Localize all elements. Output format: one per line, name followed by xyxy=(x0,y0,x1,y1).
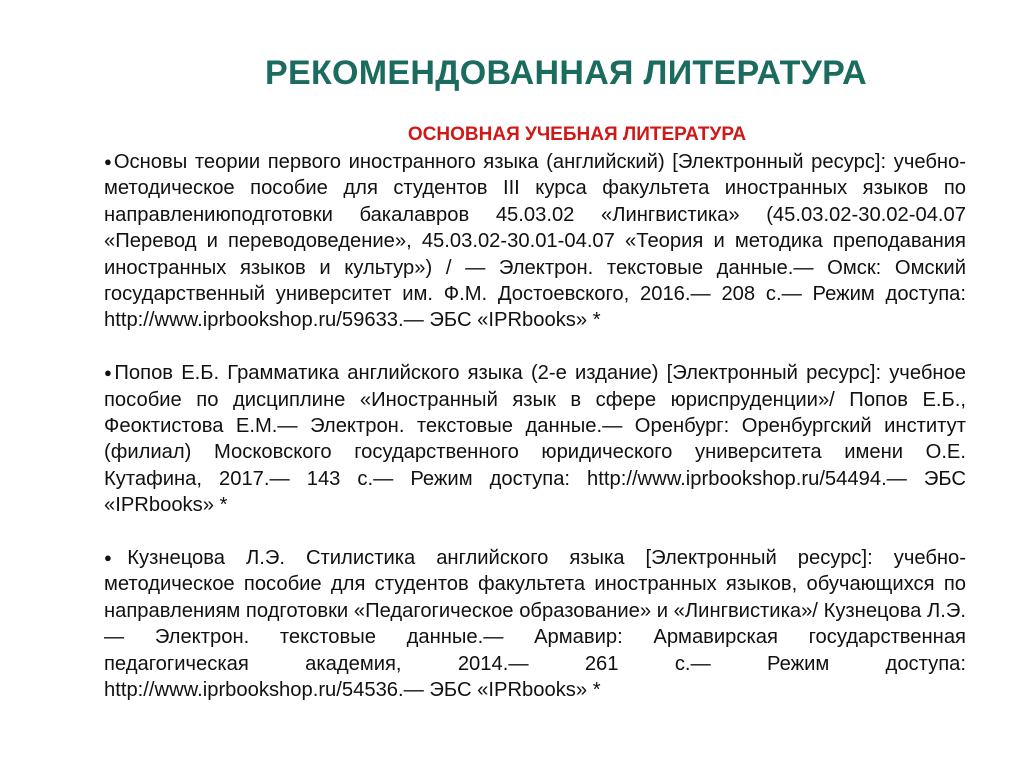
reference-entry-2 xyxy=(104,360,966,518)
reference-entry-3 xyxy=(104,545,966,703)
reference-text: Основы теории первого иностранного языка (английский) [Электронный ресурс]: учебно-методическое пособие для студентов III курса факультета иностранных языков по направлениюподготовки бакалавров 45.03.02 «Лингвистика» (45.03.02-30.02-04.07 «Перевод и переводоведение», 45.03.02-30.01-04.07 «Теория и методика преподавания иностранных языков и культур») / — Электрон. текстовые данные.— Омск: Омский государственный университет им. Ф.М. Достоевского, 2016.— 208 с.— Режим доступа: http://www.iprbookshop.ru/59633.— ЭБС «IPRbooks» * xyxy=(104,151,967,332)
section-title: ОСНОВНАЯ УЧЕБНАЯ ЛИТЕРАТУРА xyxy=(407,124,747,145)
bullet-icon: ● xyxy=(104,550,128,566)
reference-text: Кузнецова Л.Э. Стилистика английского языка [Электронный ресурс]: учебно-методическое пособие для студентов факультета иностранных языков, обучающихся по направлениям подготовки «Педагогическое образование» и «Лингвистика»/ Кузнецова Л.Э.— Электрон. текстовые данные.— Армавир: Армавирская государственная педагогическая академия, 2014.— 261 с.— Режим доступа: http://www.iprbookshop.ru/54536.— ЭБС «IPRbooks» * xyxy=(104,547,966,702)
bullet-icon: ● xyxy=(104,365,115,381)
slide-title: РЕКОМЕНДОВАННАЯ ЛИТЕРАТУРА xyxy=(265,54,867,92)
bullet-icon: ● xyxy=(104,154,114,169)
reference-text: Попов Е.Б. Грамматика английского языка (2-е издание) [Электронный ресурс]: учебное пособие по дисциплине «Иностранный язык в сфере юриспруденции»/ Попов Е.Б., Феоктистова Е.М.— Электрон. текстовые данные.— Оренбург: Оренбургский институт (филиал) Московского государственного юридического университета имени О.Е. Кутафина, 2017.— 143 с.— Режим доступа: http://www.iprbookshop.ru/54494.— ЭБС «IPRbooks» * xyxy=(104,362,966,517)
reference-entry-1 xyxy=(104,149,966,334)
reference-list xyxy=(104,149,966,704)
